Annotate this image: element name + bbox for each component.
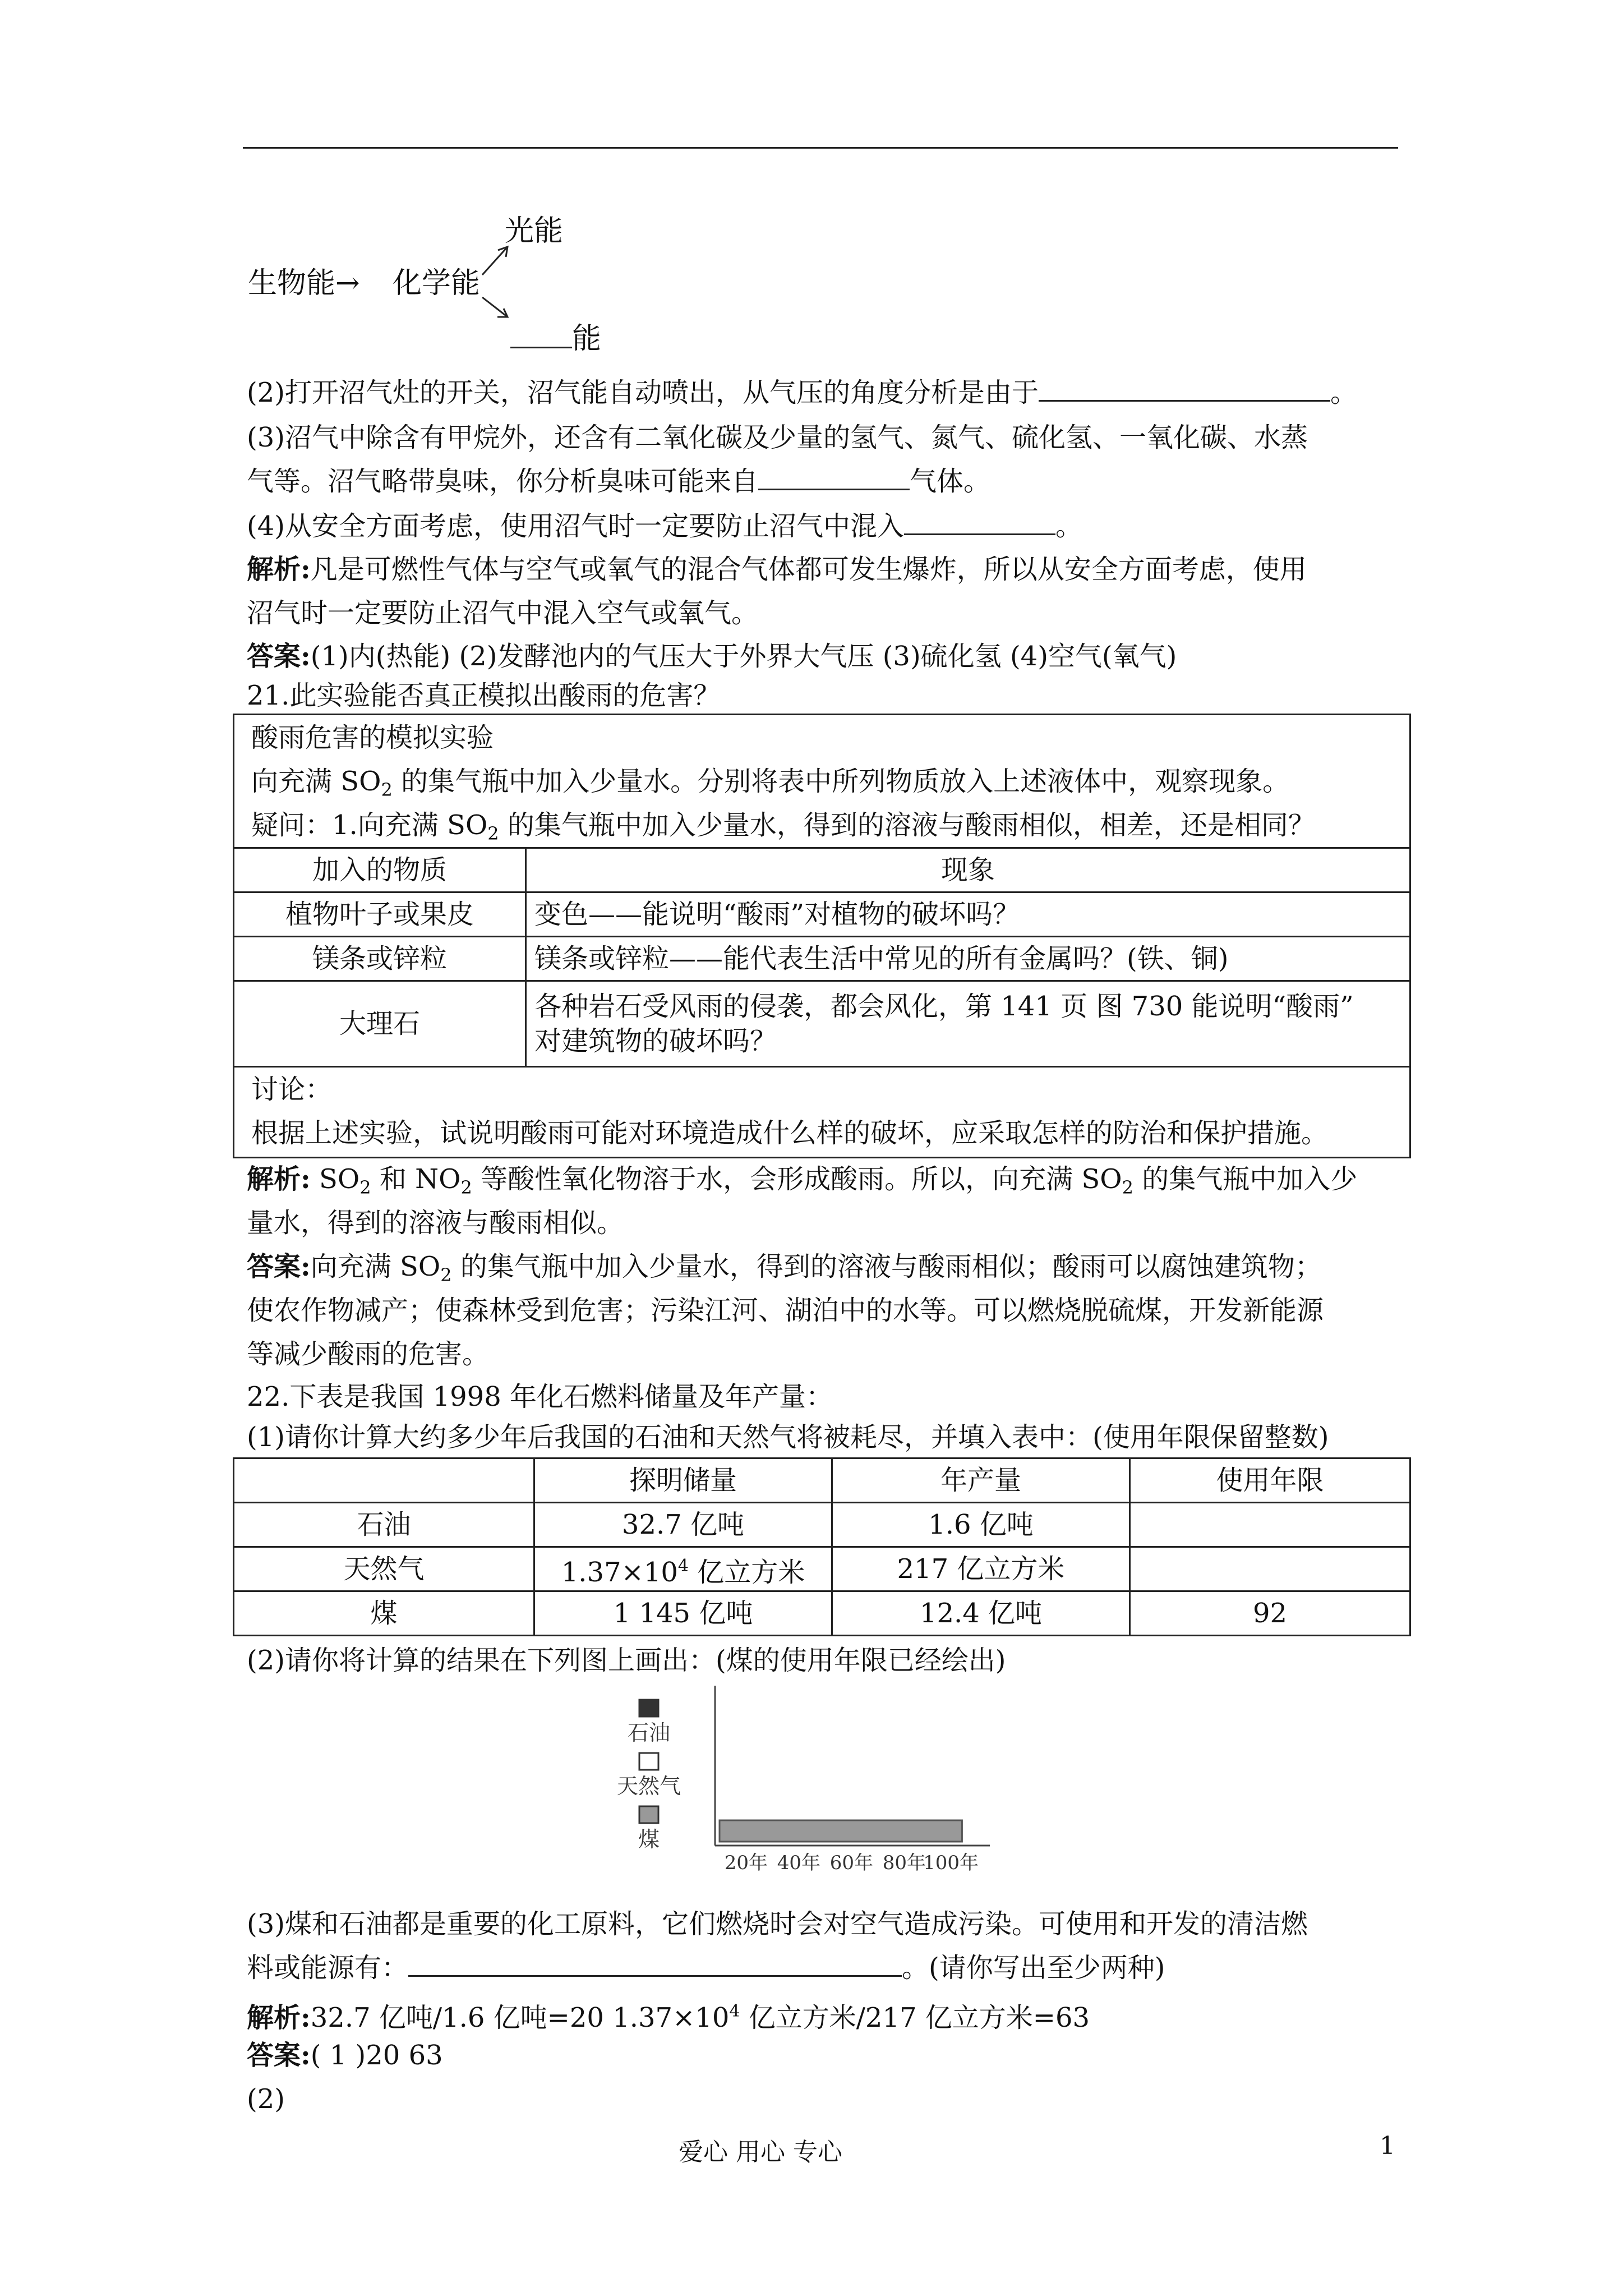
table-cell: 镁条或锌粒——能代表生活中常见的所有金属吗？(铁、铜) xyxy=(526,937,1410,981)
category-label-0: 石油 xyxy=(627,1720,671,1745)
diagram-energy-suffix: 能 xyxy=(572,322,602,356)
text: 1.37×10 xyxy=(561,1556,678,1588)
experiment-box-footer xyxy=(233,1067,1411,1158)
text: 的集气瓶中加入少 xyxy=(1133,1163,1358,1195)
answer-label: 答案: xyxy=(247,1251,311,1282)
legend-swatch-0 xyxy=(639,1700,658,1717)
fuel-years-chart xyxy=(616,1677,1032,1879)
text: 等酸性氧化物溶于水，会形成酸雨。所以，向充满 SO xyxy=(472,1163,1122,1195)
q3-line-a: (3)沼气中除含有甲烷外，还含有二氧化碳及少量的氢气、氮气、硫化氢、一氧化碳、水蒸 xyxy=(247,422,1308,453)
analysis-1a xyxy=(247,547,1307,592)
header-cell xyxy=(234,1458,534,1503)
text: 32.7 亿吨/1.6 亿吨=20 1.37×10 xyxy=(310,2002,730,2033)
subscript: 2 xyxy=(440,1264,452,1286)
text: 亿立方米/217 亿立方米=63 xyxy=(740,2002,1090,2033)
table-row xyxy=(234,1591,1410,1636)
table-cell xyxy=(526,981,1410,1067)
table-cell: 镁条或锌粒 xyxy=(234,937,526,981)
experiment-table xyxy=(233,847,1411,1068)
table-cell: 1 145 亿吨 xyxy=(534,1591,832,1636)
table-header-row xyxy=(234,848,1410,892)
chart-svg xyxy=(616,1677,1032,1879)
answer-cell[interactable] xyxy=(1130,1547,1410,1591)
experiment-box-header xyxy=(233,714,1411,850)
q22-answer xyxy=(247,2033,443,2078)
text: ( 1 )20 63 xyxy=(310,2040,443,2071)
q4-text: (4)从安全方面考虑，使用沼气时一定要防止沼气中混入 xyxy=(247,510,904,542)
diagram-bio-energy: 生物能→ xyxy=(248,266,360,300)
answer-2b: 使农作物减产；使森林受到危害；污染江河、湖泊中的水等。可以燃烧脱硫煤，开发新能源 xyxy=(247,1295,1324,1326)
answer-blank[interactable] xyxy=(904,508,1055,535)
q3-end: 气体。 xyxy=(910,466,991,497)
cell-line: 对建筑物的破坏吗？ xyxy=(534,1025,777,1057)
table-cell: 天然气 xyxy=(234,1547,534,1591)
superscript: 4 xyxy=(729,2001,740,2021)
table-cell: 植物叶子或果皮 xyxy=(234,892,526,937)
q22-sub3a: (3)煤和石油都是重要的化工原料，它们燃烧时会对空气造成污染。可使用和开发的清洁燃 xyxy=(247,1908,1308,1940)
table-row xyxy=(234,937,1410,981)
header-cell: 加入的物质 xyxy=(234,848,526,892)
analysis-label: 解析: xyxy=(247,1163,311,1195)
table-cell xyxy=(534,1547,832,1591)
diagram-blank-energy xyxy=(510,321,601,356)
answer-1 xyxy=(247,634,1177,679)
q3-line-b xyxy=(247,459,990,504)
table-cell: 石油 xyxy=(234,1503,534,1547)
category-label-1: 天然气 xyxy=(616,1774,681,1798)
analysis-1b: 沼气时一定要防止沼气中混入空气或氧气。 xyxy=(247,597,759,629)
table-row xyxy=(234,892,1410,937)
experiment-title: 酸雨危害的模拟实验 xyxy=(251,722,494,753)
answer-blank[interactable] xyxy=(510,321,572,348)
q4-end: 。 xyxy=(1055,510,1083,542)
discuss-label: 讨论： xyxy=(251,1074,333,1105)
q22-sub2: (2)请你将计算的结果在下列图上画出：(煤的使用年限已经绘出) xyxy=(247,1645,1006,1676)
category-label-2: 煤 xyxy=(638,1827,660,1852)
step-text: 向充满 SO xyxy=(251,766,381,797)
q2-text: (2)打开沼气灶的开关，沼气能自动喷出，从气压的角度分析是由于 xyxy=(247,377,1039,408)
step-text-2: 的集气瓶中加入少量水。分别将表中所列物质放入上述液体中，观察现象。 xyxy=(392,766,1290,797)
table-row xyxy=(234,981,1410,1067)
header-cell: 年产量 xyxy=(832,1458,1130,1503)
answer-blank[interactable] xyxy=(758,463,910,490)
legend-swatch-2 xyxy=(639,1806,658,1823)
x-tick-label: 20年 xyxy=(724,1852,768,1874)
x-tick-label: 80年 xyxy=(882,1852,926,1874)
answer-text: (1)内(热能) (2)发酵池内的气压大于外界大气压 (3)硫化氢 (4)空气(氧气) xyxy=(310,641,1177,672)
q22-title: 22.下表是我国 1998 年化石燃料储量及年产量： xyxy=(247,1381,833,1412)
table-cell: 92 xyxy=(1130,1591,1410,1636)
diagram-chem-energy: 化学能 xyxy=(393,266,481,300)
table-cell: 32.7 亿吨 xyxy=(534,1503,832,1547)
answer-2c: 等减少酸雨的危害。 xyxy=(247,1338,490,1370)
answer-blank[interactable] xyxy=(408,1949,902,1977)
analysis-text: 凡是可燃性气体与空气或氧气的混合气体都可发生爆炸，所以从安全方面考虑，使用 xyxy=(310,554,1307,585)
table-cell: 变色——能说明“酸雨”对植物的破坏吗？ xyxy=(526,892,1410,937)
analysis-label: 解析: xyxy=(247,554,311,585)
discuss-text: 根据上述实验，试说明酸雨可能对环境造成什么样的破坏，应采取怎样的防治和保护措施。 xyxy=(251,1117,1329,1149)
subscript: 2 xyxy=(359,1177,371,1198)
x-tick-label: 100年 xyxy=(923,1852,979,1874)
superscript: 4 xyxy=(677,1556,689,1576)
header-cell: 使用年限 xyxy=(1130,1458,1410,1503)
table-header-row xyxy=(234,1458,1410,1503)
q22-sub1: (1)请你计算大约多少年后我国的石油和天然气将被耗尽，并填入表中：(使用年限保留整数) xyxy=(247,1421,1329,1453)
subscript: 2 xyxy=(381,779,393,800)
text: SO xyxy=(310,1163,360,1195)
q22-sub3b xyxy=(247,1945,1165,1990)
answer-label: 答案: xyxy=(247,641,311,672)
q2-end: 。 xyxy=(1330,377,1358,408)
fuel-table xyxy=(233,1457,1411,1636)
question-text: 疑问：1.向充满 SO xyxy=(251,809,488,841)
analysis-label: 解析: xyxy=(247,2002,311,2033)
page-number: 1 xyxy=(1380,2132,1395,2160)
q22-answer-2: (2) xyxy=(247,2083,285,2115)
text: 的集气瓶中加入少量水，得到的溶液与酸雨相似；酸雨可以腐蚀建筑物； xyxy=(451,1251,1322,1282)
text: 亿立方米 xyxy=(689,1556,805,1588)
subscript: 2 xyxy=(1122,1177,1133,1198)
cell-line: 各种岩石受风雨的侵袭，都会风化，第 141 页 图 730 能说明“酸雨” xyxy=(534,991,1354,1022)
table-row xyxy=(234,1547,1410,1591)
legend-swatch-1 xyxy=(639,1753,658,1770)
table-cell: 1.6 亿吨 xyxy=(832,1503,1130,1547)
footer-text: 爱心 用心 专心 xyxy=(679,2138,842,2166)
subscript: 2 xyxy=(460,1177,472,1198)
q2-line xyxy=(247,370,1357,415)
table-cell: 煤 xyxy=(234,1591,534,1636)
diagram-light-energy: 光能 xyxy=(505,214,564,248)
table-cell: 12.4 亿吨 xyxy=(832,1591,1130,1636)
subscript: 2 xyxy=(487,823,499,844)
q21-line: 21.此实验能否真正模拟出酸雨的危害？ xyxy=(247,680,721,711)
diagram-arrows xyxy=(0,0,1623,393)
answer-blank[interactable] xyxy=(1039,374,1330,402)
analysis-2b: 量水，得到的溶液与酸雨相似。 xyxy=(247,1207,624,1239)
text: 向充满 SO xyxy=(310,1251,441,1282)
answer-label: 答案: xyxy=(247,2040,311,2071)
bar-2 xyxy=(720,1820,962,1842)
table-cell: 217 亿立方米 xyxy=(832,1547,1130,1591)
table-row xyxy=(234,1503,1410,1547)
q4-line xyxy=(247,504,1082,549)
answer-cell[interactable] xyxy=(1130,1503,1410,1547)
text: 。(请你写出至少两种) xyxy=(902,1952,1165,1984)
x-tick-label: 60年 xyxy=(829,1852,873,1874)
header-cell: 现象 xyxy=(526,848,1410,892)
header-cell: 探明储量 xyxy=(534,1458,832,1503)
x-tick-label: 40年 xyxy=(777,1852,820,1874)
text: 和 NO xyxy=(371,1163,461,1195)
question-text-2: 的集气瓶中加入少量水，得到的溶液与酸雨相似，相差，还是相同？ xyxy=(499,809,1315,841)
table-cell: 大理石 xyxy=(234,981,526,1067)
text: 料或能源有： xyxy=(247,1952,409,1984)
q3-text: 气等。沼气略带臭味，你分析臭味可能来自 xyxy=(247,466,759,497)
